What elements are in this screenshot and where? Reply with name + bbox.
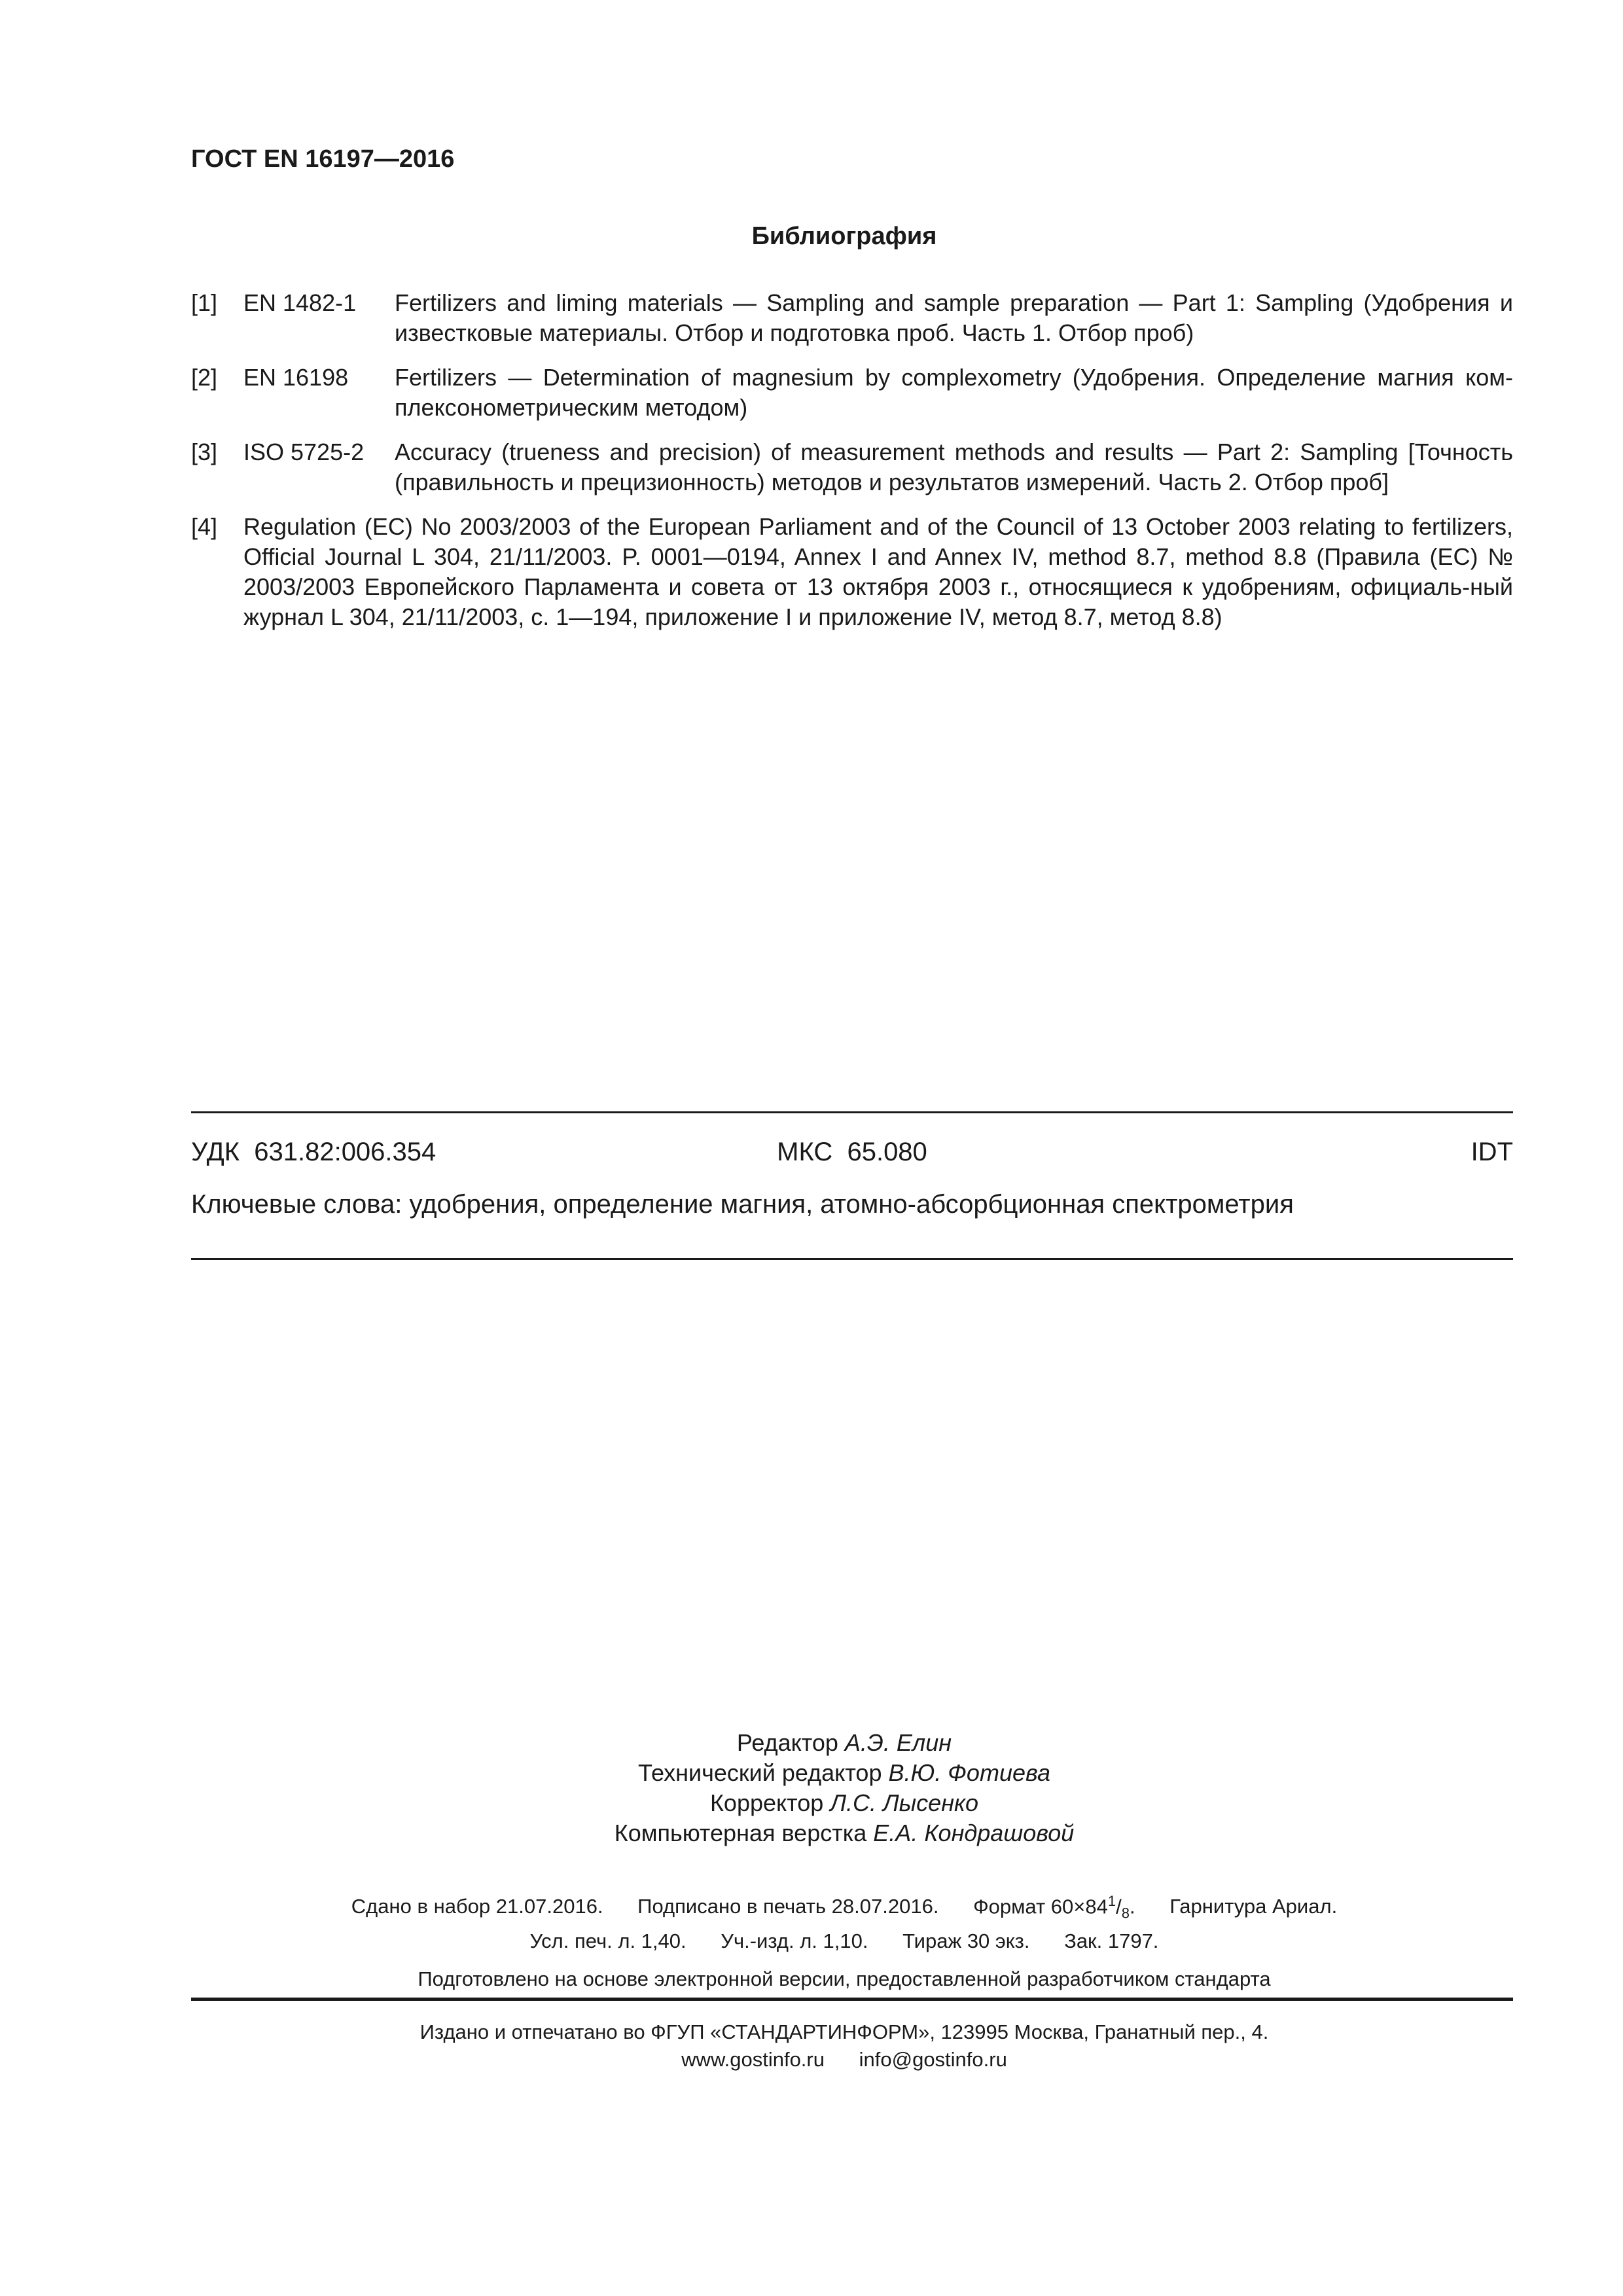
credit-role: Компьютерная верстка	[614, 1820, 867, 1846]
website-link[interactable]: www.gostinfo.ru	[681, 2048, 825, 2071]
divider-thick	[191, 1998, 1513, 2001]
bibliography-entry	[191, 288, 1513, 348]
divider-bottom	[191, 1258, 1513, 1260]
imprint-block	[0, 1888, 1623, 1955]
udk-code: УДК 631.82:006.354	[191, 1138, 437, 1166]
reference-number: [3]	[191, 439, 218, 465]
reference-number: [2]	[191, 364, 218, 391]
credit-role: Технический редактор	[637, 1759, 882, 1786]
reference-text: Fertilizers and liming materials — Sampling and sample preparation — Part 1: Sampling (Удобрения и известковые материалы. Отбор и подготовка проб. Часть 1. Отбор проб)	[395, 289, 1513, 346]
mks-code: МКС 65.080	[777, 1138, 927, 1166]
bibliography-entry	[191, 512, 1513, 632]
credits-block	[0, 1728, 1623, 1848]
reference-text: Fertilizers — Determination of magnesium by complexometry (Удобрения. Определение магния ком-плексонометрическим методом)	[395, 364, 1513, 421]
imprint-line-2	[0, 1928, 1623, 1955]
print-sheets: Усл. печ. л. 1,40.	[529, 1929, 687, 1952]
reference-text: Accuracy (trueness and precision) of measurement methods and results — Part 2: Sampling [Точность (правильность и прецизионность) методов и результатов измерений. Часть 2. Отбор проб]	[395, 439, 1513, 495]
credit-name: Е.А. Кондрашовой	[873, 1820, 1075, 1846]
credit-line	[0, 1758, 1623, 1788]
reference-code: EN 1482-1	[243, 289, 357, 316]
reference-code: EN 16198	[243, 364, 349, 391]
contacts	[0, 2046, 1623, 2073]
credit-role: Редактор	[736, 1729, 838, 1756]
credit-line	[0, 1818, 1623, 1848]
divider-top	[191, 1111, 1513, 1113]
keywords: Ключевые слова: удобрения, определение магния, атомно-абсорбционная спектрометрия	[191, 1190, 1294, 1219]
credit-name: А.Э. Елин	[844, 1729, 952, 1756]
reference-number: [1]	[191, 289, 218, 316]
credit-line	[0, 1788, 1623, 1818]
bibliography-entry	[191, 363, 1513, 423]
credit-line	[0, 1728, 1623, 1758]
order-number: Зак. 1797.	[1064, 1929, 1159, 1952]
publisher-block	[0, 2018, 1623, 2073]
publisher-address: Издано и отпечатано во ФГУП «СТАНДАРТИНФОРМ», 123995 Москва, Гранатный пер., 4.	[419, 2020, 1269, 2043]
sent-date: Сдано в набор 21.07.2016.	[351, 1895, 603, 1918]
print-run: Тираж 30 экз.	[902, 1929, 1030, 1952]
idt-label: IDT	[1471, 1138, 1513, 1166]
classification-row	[191, 1138, 1513, 1167]
imprint-line-1	[0, 1888, 1623, 1928]
reference-number: [4]	[191, 513, 218, 540]
credit-name: Л.С. Лысенко	[830, 1789, 979, 1816]
signed-date: Подписано в печать 28.07.2016.	[637, 1895, 939, 1918]
typeface: Гарнитура Ариал.	[1169, 1895, 1338, 1918]
email-link[interactable]: info@gostinfo.ru	[859, 2048, 1007, 2071]
prepared-note: Подготовлено на основе электронной версии, предоставленной разработчиком стандарта	[418, 1967, 1271, 1990]
reference-text: Regulation (EC) No 2003/2003 of the European Parliament and of the Council of 13 October 2003 relating to fertilizers, Official Journal L 304, 21/11/2003. P. 0001—0194, Annex I and Annex IV, method 8.7, method 8.8 (Правила (ЕС) № 2003/2003 Европейского Парламента и совета от 13 октября 2003 г., относящиеся к удобрениям, официаль-ный журнал L 304, 21/11/2003, с. 1—194, приложение I и приложение IV, метод 8.7, метод 8.8)	[243, 513, 1513, 630]
bibliography-title: Библиография	[751, 223, 937, 250]
document-code: ГОСТ EN 16197—2016	[191, 145, 455, 173]
credit-name: В.Ю. Фотиева	[888, 1759, 1051, 1786]
credit-role: Корректор	[709, 1789, 824, 1816]
format-spec: Формат $60\times 84^1/_8$.	[973, 1893, 1135, 1922]
bibliography-entry	[191, 437, 1513, 497]
publishing-sheets: Уч.-изд. л. 1,10.	[721, 1929, 868, 1952]
reference-code: ISO 5725-2	[243, 439, 365, 465]
